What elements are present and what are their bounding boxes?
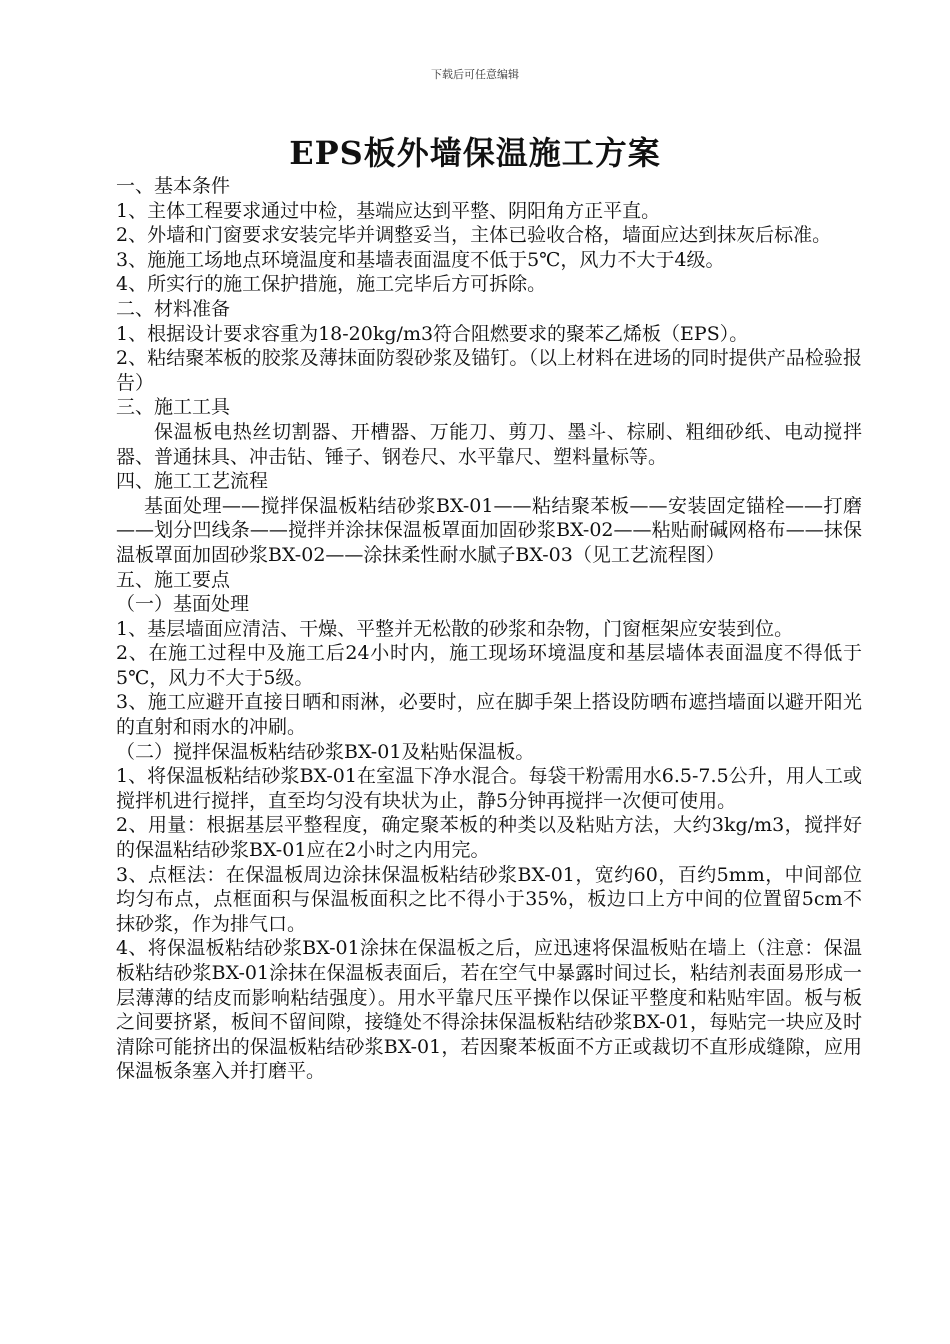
- paragraph: 4、将保温板粘结砂浆BX-01涂抹在保温板之后，应迅速将保温板贴在墙上（注意：保温板粘结砂浆BX-01涂抹在保温板表面后，若在空气中暴露时间过长，粘结剂表面易形成一层薄薄的结皮而影响粘结强度）。用水平靠尺压平操作以保证平整度和粘贴牢固。板与板之间要挤紧，板间不留间隙，接缝处不得涂抹保温板粘结砂浆BX-01，每贴完一块应及时清除可能挤出的保温板粘结砂浆BX-01，若因聚苯板面不方正或裁切不直形成缝隙，应用保温板条塞入并打磨平。: [116, 937, 862, 1083]
- paragraph: 1、主体工程要求通过中检，基端应达到平整、阴阳角方正平直。: [116, 199, 661, 222]
- paragraph: 4、所实行的施工保护措施，施工完毕后方可拆除。: [116, 273, 547, 296]
- paragraph: 2、用量：根据基层平整程度，确定聚苯板的种类以及粘贴方法，大约3kg/m3，搅拌好的保温粘结砂浆BX-01应在2小时之内用完。: [116, 814, 862, 862]
- paragraph: 基面处理——搅拌保温板粘结砂浆BX-01——粘结聚苯板——安装固定锚栓——打磨——划分凹线条——搅拌并涂抹保温板罩面加固砂浆BX-02——粘贴耐碱网格布——抹保温板罩面加固砂浆BX-02——涂抹柔性耐水腻子BX-03（见工艺流程图）: [116, 494, 862, 566]
- paragraph: 1、基层墙面应清洁、干燥、平整并无松散的砂浆和杂物，门窗框架应安装到位。: [116, 617, 794, 640]
- section-heading: 五、施工要点: [116, 568, 231, 591]
- section-heading: 一、基本条件: [116, 175, 231, 197]
- subsection-heading: （一）基面处理: [116, 593, 250, 616]
- paragraph: 2、在施工过程中及施工后24小时内，施工现场环境温度和基层墙体表面温度不得低于5℃，风力不大于5级。: [116, 642, 862, 689]
- page-header-note: 下载后可任意编辑: [431, 68, 519, 81]
- paragraph: 1、将保温板粘结砂浆BX-01在室温下净水混合。每袋干粉需用水6.5-7.5公升，用人工或搅拌机进行搅拌，直至均匀没有块状为止，静5分钟再搅拌一次便可使用。: [116, 765, 862, 812]
- section-heading: 二、材料准备: [116, 297, 231, 320]
- paragraph: 2、外墙和门窗要求安装完毕并调整妥当，主体已验收合格，墙面应达到抹灰后标准。: [116, 224, 832, 247]
- paragraph: 保温板电热丝切割器、开槽器、万能刀、剪刀、墨斗、棕刷、粗细砂纸、电动搅拌器、普通抹具、冲击钻、锤子、钢卷尺、水平靠尺、塑料量标等。: [116, 420, 862, 468]
- paragraph: 2、粘结聚苯板的胶浆及薄抹面防裂砂浆及锚钉。（以上材料在进场的同时提供产品检验报告）: [116, 347, 862, 394]
- paragraph: 3、点框法：在保温板周边涂抹保温板粘结砂浆BX-01，宽约60，百约5mm，中间部位均匀布点，点框面积与保温板面积之比不得小于35%，板边口上方中间的位置留5cm不抹砂浆，作为排气口。: [116, 863, 862, 935]
- subsection-heading: （二）搅拌保温板粘结砂浆BX-01及粘贴保温板。: [116, 740, 535, 763]
- paragraph: 3、施工应避开直接日晒和雨淋，必要时，应在脚手架上搭设防晒布遮挡墙面以避开阳光的直射和雨水的冲刷。: [116, 691, 862, 739]
- section-heading: 三、施工工具: [116, 396, 231, 419]
- paragraph: 3、施施工场地点环境温度和基墙表面温度不低于5℃，风力不大于4级。: [116, 248, 725, 271]
- document-body: [116, 174, 862, 1084]
- paragraph: 1、根据设计要求容重为18-20kg/m3符合阻燃要求的聚苯乙烯板（EPS）。: [116, 322, 749, 345]
- document-title: EPS板外墙保温施工方案: [289, 134, 661, 172]
- section-heading: 四、施工工艺流程: [116, 470, 269, 493]
